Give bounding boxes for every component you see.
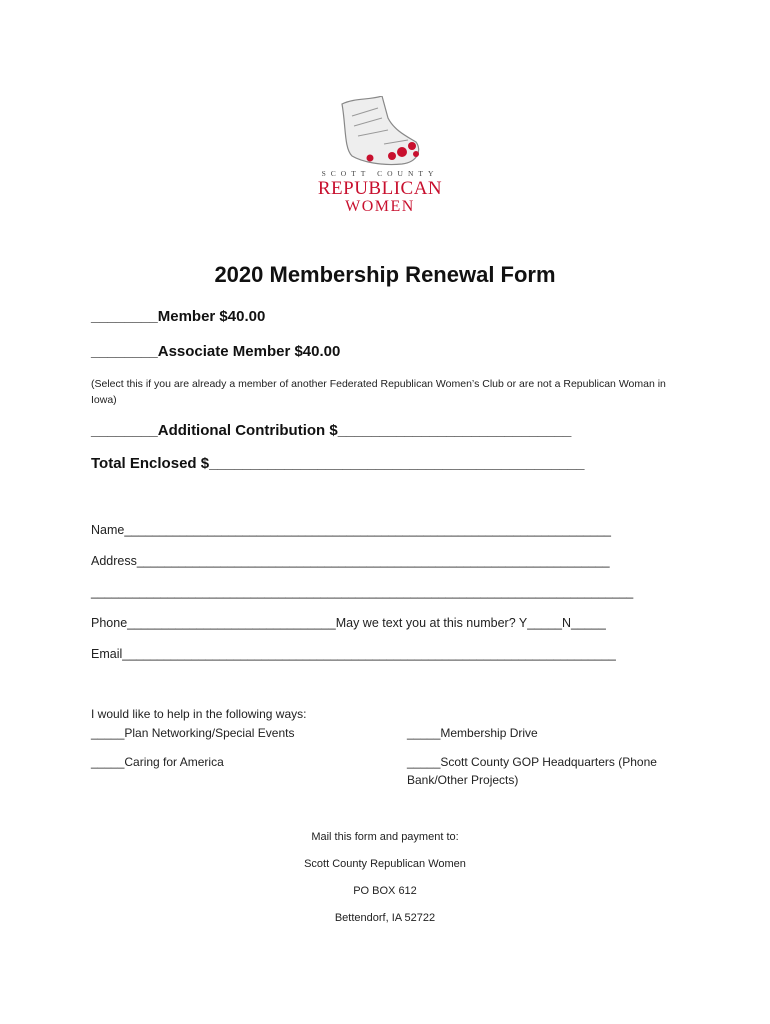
associate-member-option[interactable]: ________Associate Member $40.00	[91, 343, 341, 360]
address-field[interactable]: Address____________________________________________________________________	[91, 554, 610, 568]
total-enclosed-field[interactable]: Total Enclosed $_____________________________________________	[91, 455, 585, 472]
logo-text-women: WOMEN	[345, 198, 415, 215]
mail-instruction: Mail this form and payment to:	[311, 831, 459, 843]
form-title: 2020 Membership Renewal Form	[214, 262, 556, 287]
address-line2-field[interactable]: ______________________________________________________________________________	[91, 585, 634, 599]
shoe-logo-icon	[336, 96, 424, 168]
mail-city: Bettendorf, IA 52722	[334, 912, 436, 924]
help-intro: I would like to help in the following ways:	[91, 707, 307, 721]
help-plan-networking[interactable]: _____Plan Networking/Special Events	[91, 726, 295, 740]
mail-recipient: Scott County Republican Women	[304, 858, 466, 870]
email-field[interactable]: Email_______________________________________________________________________	[91, 647, 616, 661]
mail-po-box: PO BOX 612	[353, 885, 417, 897]
help-caring-for-america[interactable]: _____Caring for America	[91, 755, 224, 769]
logo-text-county: SCOTT COUNTY	[321, 169, 439, 178]
phone-field[interactable]: Phone______________________________May we text you at this number? Y_____N_____	[91, 616, 606, 630]
associate-note: (Select this if you are already a member of another Federated Republican Women’s Club or are not a Republican Woman in Iowa)	[91, 378, 666, 406]
additional-contribution-field[interactable]: ________Additional Contribution $____________________________	[91, 422, 572, 439]
logo-text-republican: REPUBLICAN	[317, 178, 443, 199]
help-membership-drive[interactable]: _____Membership Drive	[407, 726, 538, 740]
member-option[interactable]: ________Member $40.00	[91, 308, 266, 325]
help-gop-headquarters[interactable]: _____Scott County GOP Headquarters (Phone Bank/Other Projects)	[407, 755, 657, 787]
name-field[interactable]: Name______________________________________________________________________	[91, 523, 611, 537]
organization-logo	[310, 96, 450, 222]
